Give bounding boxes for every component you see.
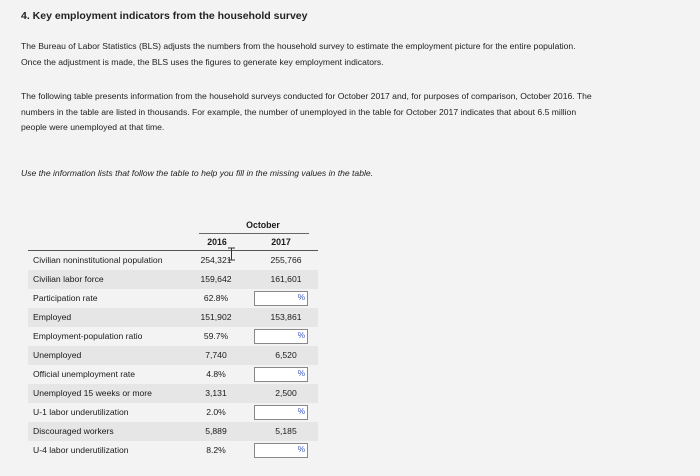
row-label: Official unemployment rate bbox=[33, 369, 136, 379]
table-row bbox=[28, 289, 318, 308]
row-label: Unemployed bbox=[33, 350, 82, 360]
value-2016: 159,642 bbox=[200, 274, 232, 284]
table-row bbox=[28, 327, 318, 346]
value-2016: 2.0% bbox=[206, 407, 226, 417]
u4-underutilization-2017-input[interactable] bbox=[254, 443, 308, 458]
official-unemployment-rate-2017-input[interactable] bbox=[254, 367, 308, 382]
description-line-3: people were unemployed at that time. bbox=[21, 122, 165, 132]
value-2017: 6,520 bbox=[275, 350, 297, 360]
instructions: Use the information lists that follow the table to help you fill in the missing values in the table. bbox=[21, 168, 374, 178]
header-2017: 2017 bbox=[271, 237, 291, 247]
header-2016: 2016 bbox=[207, 237, 227, 247]
value-2016: 59.7% bbox=[203, 331, 229, 341]
percent-sign: % bbox=[297, 445, 305, 454]
row-label: Discouraged workers bbox=[33, 426, 114, 436]
description-line-1: The following table presents information from the household surveys conducted for October 2017 and, for purposes of comparison, October 2016. The bbox=[21, 91, 592, 101]
text-cursor-icon bbox=[227, 247, 236, 261]
row-label: Unemployed 15 weeks or more bbox=[33, 388, 152, 398]
u1-underutilization-2017-input[interactable] bbox=[254, 405, 308, 420]
row-label: Employment-population ratio bbox=[33, 331, 143, 341]
row-label: U-4 labor underutilization bbox=[33, 445, 129, 455]
table-row bbox=[28, 403, 318, 422]
table-row bbox=[28, 422, 318, 441]
percent-sign: % bbox=[297, 407, 305, 416]
value-2016: 8.2% bbox=[206, 445, 226, 455]
table-row bbox=[28, 270, 318, 289]
value-2016: 254,321 bbox=[200, 255, 232, 265]
value-2017: 255,766 bbox=[270, 255, 302, 265]
percent-sign: % bbox=[297, 293, 305, 302]
table-row bbox=[28, 441, 318, 460]
description-line-2: numbers in the table are listed in thousands. For example, the number of unemployed in the table for October 2017 indicates that about 6.5 million bbox=[21, 106, 577, 117]
table-row bbox=[28, 251, 318, 270]
header-divider bbox=[199, 233, 309, 234]
value-2016: 7,740 bbox=[205, 350, 227, 360]
percent-sign: % bbox=[297, 369, 305, 378]
value-2016: 4.8% bbox=[206, 369, 226, 379]
question-title: 4. Key employment indicators from the household survey bbox=[21, 10, 308, 22]
table-row bbox=[28, 365, 318, 384]
value-2016: 151,902 bbox=[200, 312, 232, 322]
intro-line-1: The Bureau of Labor Statistics (BLS) adjusts the numbers from the household survey to estimate the employment picture for the entire population. bbox=[21, 41, 576, 51]
value-2016: 5,889 bbox=[205, 426, 227, 436]
row-label: Civilian labor force bbox=[33, 274, 104, 284]
table-row bbox=[28, 308, 318, 327]
value-2017: 5,185 bbox=[275, 426, 297, 436]
percent-sign: % bbox=[297, 331, 305, 340]
intro-line-2: Once the adjustment is made, the BLS uses the figures to generate key employment indicators. bbox=[21, 56, 384, 67]
participation-rate-2017-input[interactable] bbox=[254, 291, 308, 306]
value-2016: 3,131 bbox=[205, 388, 227, 398]
value-2016: 62.8% bbox=[203, 293, 229, 303]
row-label: Civilian noninstitutional population bbox=[33, 255, 163, 265]
value-2017: 153,861 bbox=[270, 312, 302, 322]
employment-population-ratio-2017-input[interactable] bbox=[254, 329, 308, 344]
header-october: October bbox=[246, 220, 280, 230]
row-label: U-1 labor underutilization bbox=[33, 407, 129, 417]
value-2017: 161,601 bbox=[270, 274, 302, 284]
value-2017: 2,500 bbox=[275, 388, 297, 398]
table-row bbox=[28, 346, 318, 365]
row-label: Participation rate bbox=[33, 293, 98, 303]
table-row bbox=[28, 384, 318, 403]
row-label: Employed bbox=[33, 312, 72, 322]
